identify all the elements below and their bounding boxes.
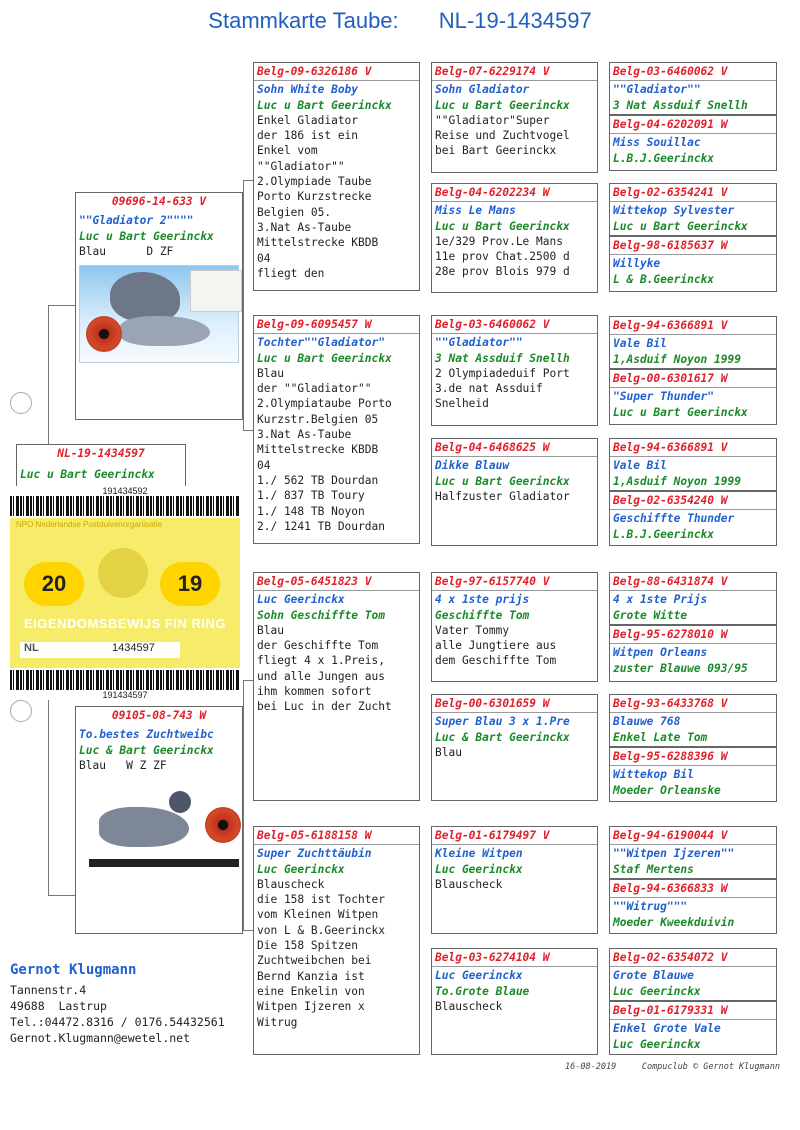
dam-photo [79, 787, 239, 883]
g3-name: 4 x 1ste prijs [435, 593, 530, 607]
g2-name: Tochter""Gladiator" [257, 336, 385, 350]
owner-street: Tannenstr.4 [10, 983, 87, 997]
ownership-card [10, 486, 240, 700]
g4-ring: Belg-88-6431874 V [613, 575, 728, 588]
pigeon-image [110, 272, 180, 322]
owner-phone: Tel.:04472.8316 / 0176.54432561 [10, 1015, 225, 1029]
g3-line: Reise und Zuchtvogel [435, 129, 570, 143]
g4-breeder: 3 Nat Assduif Snellh [613, 98, 748, 112]
connector-dam [243, 680, 244, 930]
g3-box [431, 315, 598, 426]
g4-box [609, 948, 777, 1001]
g4-name: Willyke [613, 257, 661, 271]
g4-box [609, 747, 777, 802]
punch-hole [10, 392, 32, 414]
g3-line: Vater Tommy [435, 623, 510, 637]
card-number: 1434597 [112, 642, 155, 654]
card-barcode-top [10, 496, 240, 516]
footer-date: 16-08-2019 [565, 1062, 617, 1072]
g3-line: 3.de nat Assduif [435, 382, 543, 396]
g2-ring: Belg-05-6451823 V [257, 575, 372, 588]
g4-breeder: Grote Witte [613, 608, 688, 622]
g4-breeder: 1,Asduif Noyon 1999 [613, 352, 741, 366]
g2-line: Zuchtweibchen bei [257, 954, 372, 968]
card-org-text: NPO Nederlandse Postduivenorganisatie [16, 520, 162, 529]
pigeon-body [120, 316, 210, 346]
g3-name: Dikke Blauw [435, 459, 510, 473]
g4-box [609, 115, 777, 171]
g3-breeder: Luc u Bart Geerinckx [435, 98, 570, 112]
g4-ring: Belg-03-6460062 V [613, 65, 728, 78]
g4-box [609, 879, 777, 934]
pigeon-base [89, 859, 239, 867]
subject-breeder: Luc u Bart Geerinckx [20, 468, 155, 482]
g3-line: dem Geschiffte Tom [435, 654, 557, 668]
eye-image [86, 316, 122, 352]
card-barcode-number-2: 191434597 [102, 690, 148, 700]
g2-line: die 158 ist Tochter [257, 893, 385, 907]
sire-breeder: Luc u Bart Geerinckx [79, 229, 214, 243]
g2-line: eine Enkelin von [257, 984, 365, 998]
g3-box [431, 948, 598, 1055]
card-year-right: 19 [160, 562, 220, 606]
footer-credit: Compuclub © Gernot Klugmann [641, 1062, 780, 1072]
g3-line: Blauscheck [435, 999, 503, 1013]
g4-name: 4 x 1ste Prijs [613, 593, 708, 607]
g2-box [253, 62, 420, 291]
g4-breeder: Staf Mertens [613, 862, 694, 876]
g4-name: ""Witrug""" [613, 900, 688, 914]
dam-ring: 09105-08-743 W [111, 709, 207, 722]
g2-line: 1./ 562 TB Dourdan [257, 473, 379, 487]
g4-breeder: Luc u Bart Geerinckx [613, 405, 748, 419]
g3-breeder: To.Grote Blaue [435, 984, 530, 998]
g4-ring: Belg-98-6185637 W [613, 239, 728, 252]
g4-name: "Super Thunder" [613, 390, 715, 404]
g3-ring: Belg-04-6202234 W [435, 186, 550, 199]
g2-line: ""Gladiator"" [257, 159, 345, 173]
card-number-field [20, 642, 180, 658]
g4-breeder: zuster Blauwe 093/95 [613, 661, 748, 675]
g4-ring: Belg-01-6179331 W [613, 1004, 728, 1017]
g4-breeder: L.B.J.Geerinckx [613, 527, 715, 541]
g4-ring: Belg-94-6366833 W [613, 882, 728, 895]
g2-line: Die 158 Spitzen [257, 939, 359, 953]
g2-line: 1./ 148 TB Noyon [257, 504, 365, 518]
sire-photo [79, 265, 239, 363]
g4-box [609, 236, 777, 292]
g3-box [431, 826, 598, 934]
g3-name: Sohn Gladiator [435, 83, 530, 97]
g2-breeder: Luc u Bart Geerinckx [257, 98, 392, 112]
g2-line: 2./ 1241 TB Dourdan [257, 519, 385, 533]
dam-color: Blau W Z ZF [79, 758, 167, 772]
connector [243, 180, 253, 181]
owner-name: Gernot Klugmann [10, 962, 137, 978]
g4-name: ""Gladiator"" [613, 83, 701, 97]
g2-line: bei Luc in der Zucht [257, 700, 392, 714]
card-barcode-number: 191434592 [102, 486, 148, 496]
g4-ring: Belg-02-6354241 V [613, 186, 728, 199]
g2-name: Sohn White Boby [257, 83, 359, 97]
card-barcode-bottom [10, 670, 240, 690]
g4-breeder: Moeder Orleanske [613, 783, 721, 797]
g4-breeder: L & B.Geerinckx [613, 272, 715, 286]
g2-line: Witrug [257, 1015, 298, 1029]
connector [243, 680, 253, 681]
g4-breeder: Luc Geerinckx [613, 1037, 701, 1051]
g2-line: Porto Kurzstrecke [257, 190, 372, 204]
g3-ring: Belg-04-6468625 W [435, 441, 550, 454]
g3-breeder: Luc u Bart Geerinckx [435, 219, 570, 233]
punch-hole [10, 700, 32, 722]
g2-line: Bernd Kanzia ist [257, 969, 365, 983]
g3-breeder: Luc Geerinckx [435, 862, 523, 876]
g4-box [609, 491, 777, 546]
g3-ring: Belg-03-6274104 W [435, 951, 550, 964]
g4-box [609, 62, 777, 115]
g3-line: 1e/329 Prov.Le Mans [435, 234, 563, 248]
g4-ring: Belg-04-6202091 W [613, 118, 728, 131]
g3-breeder: Geschiffte Tom [435, 608, 530, 622]
g2-line: Blau [257, 623, 284, 637]
g3-ring: Belg-03-6460062 V [435, 318, 550, 331]
g2-box [253, 315, 420, 544]
g2-line: fliegt 4 x 1.Preis, [257, 654, 385, 668]
g2-line: Mittelstrecke KBDB [257, 443, 379, 457]
g4-name: Geschiffte Thunder [613, 512, 735, 526]
g3-ring: Belg-01-6179497 V [435, 829, 550, 842]
g2-breeder: Luc u Bart Geerinckx [257, 351, 392, 365]
subject-ring: NL-19-1434597 [57, 447, 145, 460]
g4-breeder: 1,Asduif Noyon 1999 [613, 474, 741, 488]
g2-line: der 186 ist ein [257, 129, 359, 143]
g4-ring: Belg-94-6190044 V [613, 829, 728, 842]
g4-box [609, 826, 777, 879]
g3-line: 11e prov Chat.2500 d [435, 250, 570, 264]
connector [243, 430, 253, 431]
g4-ring: Belg-95-6278010 W [613, 628, 728, 641]
sire-name: ""Gladiator 2"""" [79, 214, 194, 228]
g2-line: Kurzstr.Belgien 05 [257, 412, 379, 426]
g2-line: Blau [257, 366, 284, 380]
g3-line: Snelheid [435, 397, 489, 411]
g3-ring: Belg-00-6301659 W [435, 697, 550, 710]
g3-breeder: 3 Nat Assduif Snellh [435, 351, 570, 365]
card-band-text: EIGENDOMSBEWIJS FIN RING [24, 616, 226, 631]
g2-line: von L & B.Geerinckx [257, 923, 385, 937]
g4-breeder: Luc u Bart Geerinckx [613, 219, 748, 233]
g3-box [431, 572, 598, 682]
g4-name: Grote Blauwe [613, 969, 694, 983]
g3-ring: Belg-97-6157740 V [435, 575, 550, 588]
g2-name: Luc Geerinckx [257, 593, 345, 607]
g2-line: fliegt den [257, 266, 325, 280]
g3-name: ""Gladiator"" [435, 336, 523, 350]
g4-breeder: Luc Geerinckx [613, 984, 701, 998]
dam-box [75, 706, 243, 934]
g4-name: Miss Souillac [613, 136, 701, 150]
g4-box [609, 438, 777, 491]
g2-line: vom Kleinen Witpen [257, 908, 379, 922]
g2-line: Enkel Gladiator [257, 113, 359, 127]
g4-breeder: Enkel Late Tom [613, 730, 708, 744]
g4-box [609, 625, 777, 682]
g2-line: der ""Gladiator"" [257, 382, 372, 396]
label-card [190, 270, 242, 312]
subject-box [16, 444, 186, 492]
g2-line: 04 [257, 251, 271, 265]
title-ring: NL-19-1434597 [438, 8, 592, 33]
owner-email[interactable]: Gernot.Klugmann@ewetel.net [10, 1031, 191, 1045]
g4-name: Vale Bil [613, 459, 667, 473]
g3-box [431, 62, 598, 173]
g4-box [609, 1001, 777, 1055]
g3-box [431, 438, 598, 546]
g3-name: Miss Le Mans [435, 204, 516, 218]
card-year-left: 20 [24, 562, 84, 606]
g3-line: alle Jungtiere aus [435, 639, 557, 653]
g4-name: Wittekop Bil [613, 768, 694, 782]
npo-emblem-icon [98, 548, 148, 598]
g2-breeder: Luc Geerinckx [257, 862, 345, 876]
g4-ring: Belg-94-6366891 V [613, 441, 728, 454]
g4-box [609, 316, 777, 369]
g2-line: der Geschiffte Tom [257, 639, 379, 653]
g4-box [609, 369, 777, 425]
sire-ring: 09696-14-633 V [111, 195, 207, 208]
connector [48, 895, 75, 896]
g3-breeder: Luc & Bart Geerinckx [435, 730, 570, 744]
g3-breeder: Luc u Bart Geerinckx [435, 474, 570, 488]
g2-box [253, 826, 420, 1055]
sire-color: Blau D ZF [79, 244, 174, 258]
g2-name: Super Zuchttäubin [257, 847, 372, 861]
g4-name: Vale Bil [613, 337, 667, 351]
g4-ring: Belg-93-6433768 V [613, 697, 728, 710]
g2-ring: Belg-09-6095457 W [257, 318, 372, 331]
g2-line: 2.Olympiataube Porto [257, 397, 392, 411]
g4-name: Witpen Orleans [613, 646, 708, 660]
g3-ring: Belg-07-6229174 V [435, 65, 550, 78]
g3-box [431, 694, 598, 801]
g3-line: 28e prov Blois 979 d [435, 265, 570, 279]
eye-image [205, 807, 241, 843]
g2-box [253, 572, 420, 801]
pigeon-head [169, 791, 191, 813]
g3-name: Luc Geerinckx [435, 969, 523, 983]
connector-sire [243, 180, 244, 430]
g4-ring: Belg-02-6354240 W [613, 494, 728, 507]
connector [243, 930, 253, 931]
g2-line: und alle Jungen aus [257, 669, 385, 683]
g2-line: 3.Nat As-Taube [257, 220, 352, 234]
g2-line: Belgien 05. [257, 205, 332, 219]
g4-ring: Belg-02-6354072 V [613, 951, 728, 964]
g2-line: ihm kommen sofort [257, 685, 372, 699]
owner-city: 49688 Lastrup [10, 999, 107, 1013]
g2-line: 2.Olympiade Taube [257, 175, 372, 189]
g2-ring: Belg-09-6326186 V [257, 65, 372, 78]
g2-line: 04 [257, 458, 271, 472]
g4-box [609, 572, 777, 625]
g3-line: ""Gladiator"Super [435, 113, 550, 127]
g4-ring: Belg-95-6288396 W [613, 750, 728, 763]
g2-line: 3.Nat As-Taube [257, 428, 352, 442]
g4-name: Wittekop Sylvester [613, 204, 735, 218]
g4-ring: Belg-00-6301617 W [613, 372, 728, 385]
connector [48, 305, 75, 306]
g4-ring: Belg-94-6366891 V [613, 319, 728, 332]
g3-line: Blauscheck [435, 877, 503, 891]
g4-box [609, 694, 777, 747]
g2-line: Enkel vom [257, 144, 318, 158]
g2-line: Mittelstrecke KBDB [257, 236, 379, 250]
g3-line: bei Bart Geerinckx [435, 144, 557, 158]
g2-line: 1./ 837 TB Toury [257, 489, 365, 503]
g3-line: Blau [435, 745, 462, 759]
page-title [0, 8, 800, 34]
g2-ring: Belg-05-6188158 W [257, 829, 372, 842]
owner-block [10, 962, 225, 1046]
g3-box [431, 183, 598, 293]
footer [565, 1062, 780, 1072]
g4-breeder: Moeder Kweekduivin [613, 915, 735, 929]
title-label: Stammkarte Taube: [208, 8, 399, 33]
g3-line: Halfzuster Gladiator [435, 489, 570, 503]
pigeon-image [99, 807, 189, 847]
g2-line: Blauscheck [257, 877, 325, 891]
g3-name: Super Blau 3 x 1.Pre [435, 715, 570, 729]
dam-name: To.bestes Zuchtweibc [79, 728, 214, 742]
g3-name: Kleine Witpen [435, 847, 523, 861]
card-yellow-panel [10, 518, 240, 668]
dam-breeder: Luc & Bart Geerinckx [79, 743, 214, 757]
card-country: NL [24, 642, 39, 654]
g4-breeder: L.B.J.Geerinckx [613, 151, 715, 165]
g4-name: Blauwe 768 [613, 715, 681, 729]
g4-name: Enkel Grote Vale [613, 1022, 721, 1036]
g4-box [609, 183, 777, 236]
sire-box [75, 192, 243, 420]
g2-line: Witpen Ijzeren x [257, 1000, 365, 1014]
g4-name: ""Witpen Ijzeren"" [613, 847, 735, 861]
g3-line: 2 Olympiadeduif Port [435, 366, 570, 380]
g2-breeder: Sohn Geschiffte Tom [257, 608, 385, 622]
